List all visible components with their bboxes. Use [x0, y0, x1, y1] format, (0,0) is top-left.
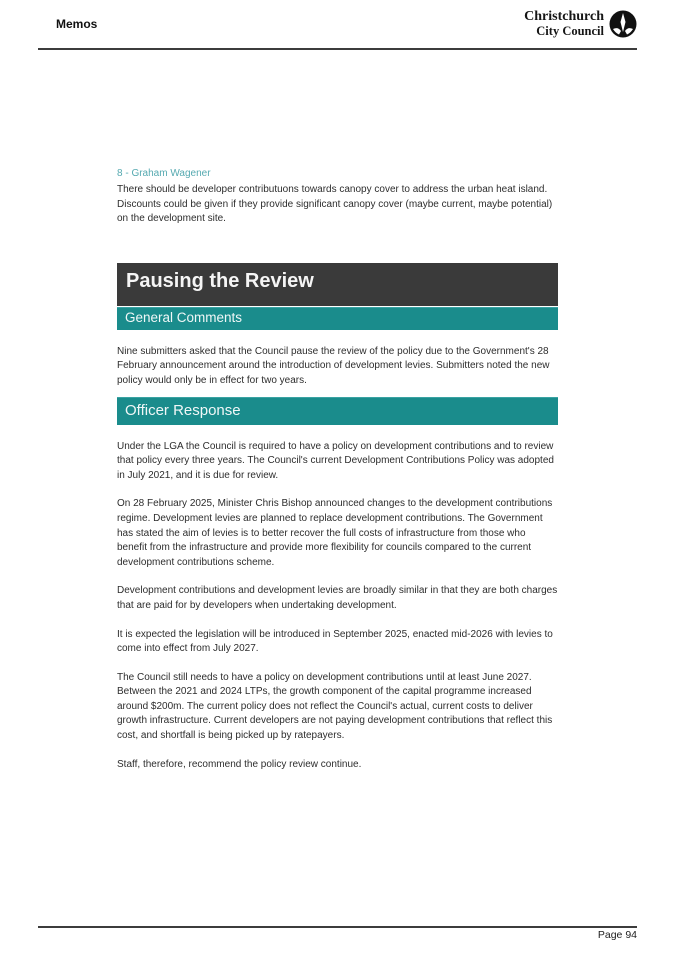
- general-comments-paragraphs: [117, 345, 558, 389]
- subheading-officer-response: Officer Response: [117, 397, 558, 425]
- submitter-comment: There should be developer contributuons towards canopy cover to address the urban heat island. Discounts could be given if they provide significant canopy cover (maybe current, maybe potential) on the development site.: [117, 184, 553, 225]
- paragraph: Development contributions and development levies are broadly similar in that they are both charges that are paid for by developers when undertaking development.: [117, 585, 558, 611]
- footer-divider: [38, 926, 637, 928]
- paragraph: It is expected the legislation will be introduced in September 2025, enacted mid-2026 with levies to come into effect from July 2027.: [117, 628, 553, 655]
- submitter-name: 8 - Graham Wagener: [117, 168, 211, 179]
- paragraph: On 28 February 2025, Minister Chris Bishop announced changes to the development contributions regime. Development levies are planned to replace development contributions. The Government has stated the aim of levies is to better recover the full costs of infrastructure from those who benefit from the infrastructure and provide more flexibility for councils compared to the current development contributions scheme.: [117, 498, 553, 568]
- paragraph: Nine submitters asked that the Council pause the review of the policy due to the Government's 28 February announcement around the introduction of development levies. Submitters noted the new policy would only be in effect for two years.: [117, 345, 550, 386]
- header-divider: [38, 48, 637, 50]
- council-logo-wordmark: [524, 10, 604, 37]
- officer-response-paragraphs: [117, 440, 558, 773]
- logo-line2: City Council: [536, 23, 604, 38]
- page-header: [0, 0, 675, 50]
- paragraph: The Council still needs to have a policy on development contributions until at least June 2027. Between the 2021 and 2024 LTPs, the growth component of the capital programme increased around $200m. The current policy does not reflect the Council's actual, current costs to deliver growth infrastructure. Current developers are not paying development contributions that reflect this cost, and shortfall is being picked up by ratepayers.: [117, 671, 553, 742]
- paragraph: Under the LGA the Council is required to have a policy on development contributions and to review that policy every three years. The Council's current Development Contributions Policy was adopted in July 2021, and it is due for review.: [117, 440, 554, 481]
- section-banner-pausing-the-review: Pausing the Review: [117, 263, 558, 306]
- council-logo: [524, 10, 637, 38]
- memo-body: [117, 168, 558, 772]
- page-number: Page 94: [597, 929, 637, 941]
- subheading-general-comments: General Comments: [117, 307, 558, 330]
- paragraph: Staff, therefore, recommend the policy review continue.: [117, 758, 362, 770]
- logo-line1: Christchurch: [524, 9, 604, 25]
- council-crest-icon: [609, 10, 637, 38]
- document-title: Memos: [56, 17, 98, 31]
